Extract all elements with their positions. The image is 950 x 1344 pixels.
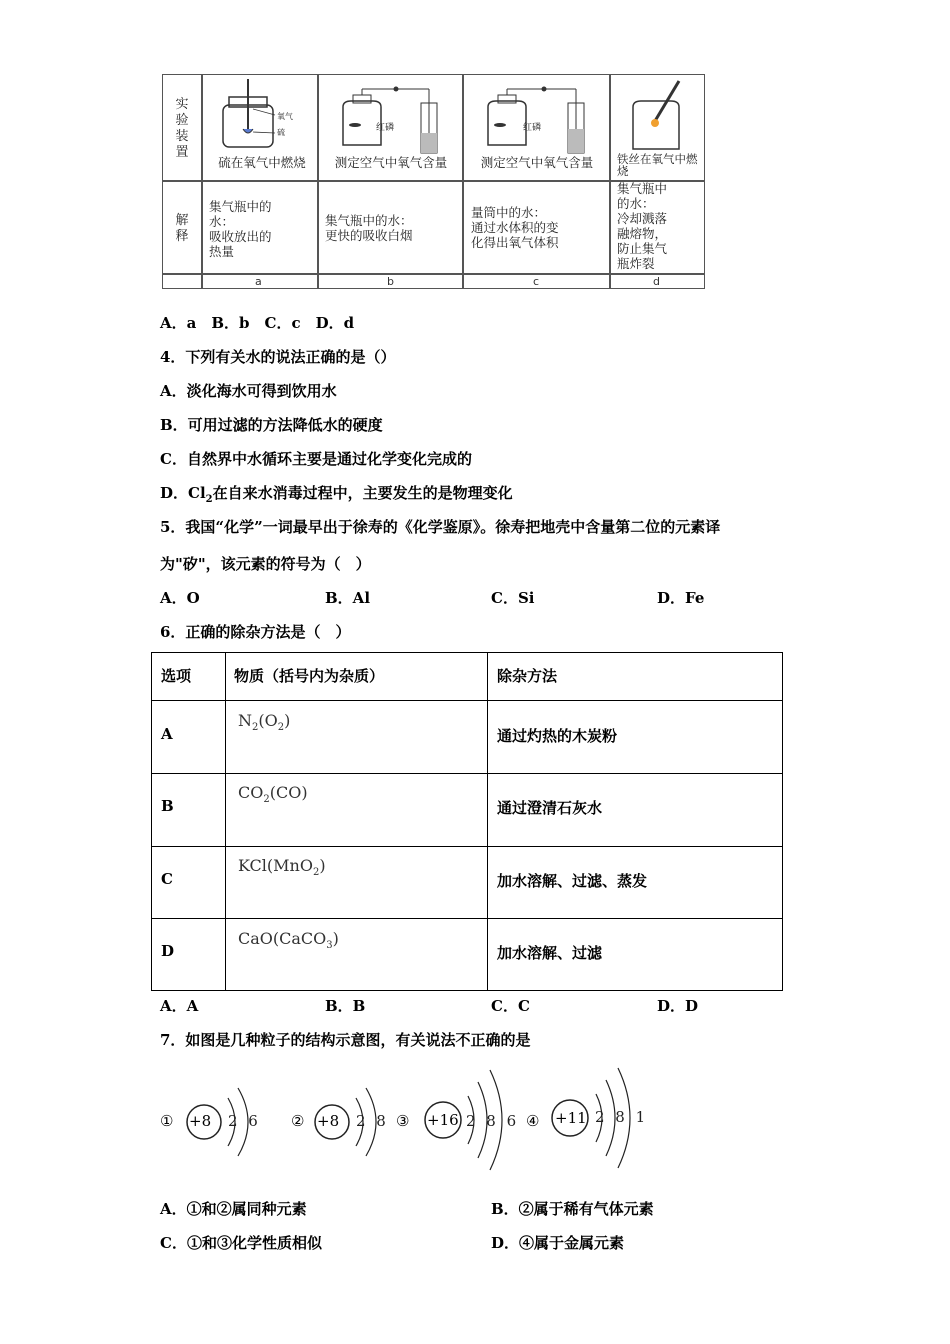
device-c: 测定空气中氧气含量 xyxy=(480,155,594,170)
q5-option-d: D．Fe xyxy=(657,589,705,607)
device-d: 铁丝在氧气中燃烧 xyxy=(617,152,698,178)
col-letter-c: c xyxy=(533,275,540,288)
q6-answer-c: C．C xyxy=(491,997,530,1015)
q4-option-b: B．可用过滤的方法降低水的硬度 xyxy=(160,416,383,434)
row-c-method: 加水溶解、过滤、蒸发 xyxy=(497,872,648,890)
q7-option-c: C．①和③化学性质相似 xyxy=(160,1234,322,1252)
particle-3-nucleus: +16 xyxy=(427,1111,459,1129)
explain-b: 集气瓶中的水： 更快的吸收白烟 xyxy=(325,213,413,243)
q5-option-b: B．Al xyxy=(325,589,371,607)
q4-stem: 4．下列有关水的说法正确的是（） xyxy=(160,348,396,366)
row-a-substance: $N_2(O_2)$ xyxy=(238,711,291,734)
row-d-method: 加水溶解、过滤 xyxy=(497,944,603,962)
apparatus-sulfur-diagram xyxy=(203,77,315,157)
label-oxygen: 氧气 xyxy=(277,112,293,121)
row-c-option: C xyxy=(161,870,173,888)
row-b-option: B xyxy=(161,797,174,815)
q5-option-a: A．O xyxy=(160,589,200,607)
particle-3-electrons: 2 8 6 xyxy=(466,1112,520,1130)
q4-option-a: A．淡化海水可得到饮用水 xyxy=(160,382,337,400)
q6-answer-d: D．D xyxy=(657,997,699,1015)
apparatus-phosphorus-b-diagram xyxy=(321,83,459,157)
q7-option-a: A．①和②属同种元素 xyxy=(160,1200,307,1218)
q7-option-d: D．④属于金属元素 xyxy=(491,1234,625,1252)
q6-stem: 6．正确的除杂方法是（ ） xyxy=(160,623,351,641)
particle-4-electrons: 2 8 1 xyxy=(595,1108,649,1126)
q5-stem-line1: 5．我国“化学”一词最早出于徐寿的《化学鉴原》。徐寿把地壳中含量第二位的元素译 xyxy=(160,518,721,536)
q5-stem-line2: 为"矽"，该元素的符号为（ ） xyxy=(160,555,371,573)
apparatus-iron-diagram xyxy=(613,77,701,157)
label-red-phosphorus-b: 红磷 xyxy=(376,123,395,133)
row-c-substance: KCl(MnO$_2$) xyxy=(238,856,326,879)
particle-4-index: ④ xyxy=(526,1112,540,1130)
q4-option-c: C．自然界中水循环主要是通过化学变化完成的 xyxy=(160,450,472,468)
row-d-option: D xyxy=(161,942,175,960)
explain-d: 集气瓶中 的水： 冷却溅落 融熔物， 防止集气 瓶炸裂 xyxy=(617,181,668,271)
particle-4-nucleus: +11 xyxy=(555,1109,587,1127)
row-a-method: 通过灼热的木炭粉 xyxy=(497,727,618,745)
q5-option-c: C．Si xyxy=(491,589,535,607)
device-a: 硫在氧气中燃烧 xyxy=(218,155,306,170)
header-option: 选项 xyxy=(161,667,192,685)
col-letter-b: b xyxy=(387,275,394,288)
particle-1-nucleus: +8 xyxy=(189,1112,212,1130)
particle-2-index: ② xyxy=(291,1112,305,1130)
apparatus-phosphorus-c-diagram xyxy=(466,83,606,157)
q6-answer-b: B．B xyxy=(325,997,366,1015)
particle-1-index: ① xyxy=(160,1112,174,1130)
row-d-substance: CaO(CaCO$_3$) xyxy=(238,929,339,952)
q4-option-d: D．$Cl_2$在自来水消毒过程中，主要发生的是物理变化 xyxy=(160,484,513,505)
impurity-table xyxy=(151,652,783,991)
row-header-explain: 解释 xyxy=(175,213,189,244)
q3-options: A．a B．b C．c D．d xyxy=(160,314,355,332)
row-b-substance: $CO_2(CO)$ xyxy=(238,783,308,806)
col-letter-d: d xyxy=(653,275,660,288)
explain-c: 量筒中的水： 通过水体积的变 化得出氧气体积 xyxy=(471,205,559,250)
header-substance: 物质（括号内为杂质） xyxy=(234,667,385,685)
q6-answer-a: A．A xyxy=(160,997,199,1015)
q7-option-b: B．②属于稀有气体元素 xyxy=(491,1200,654,1218)
label-red-phosphorus-c: 红磷 xyxy=(523,123,542,133)
header-method: 除杂方法 xyxy=(497,667,558,685)
particle-2-nucleus: +8 xyxy=(317,1112,340,1130)
particle-2-electrons: 2 8 xyxy=(356,1112,389,1130)
row-a-option: A xyxy=(161,725,173,743)
explain-a: 集气瓶中的 水： 吸收放出的 热量 xyxy=(209,199,272,259)
particle-1-electrons: 2 6 xyxy=(228,1112,261,1130)
experiment-table xyxy=(162,74,705,289)
particle-3-index: ③ xyxy=(396,1112,410,1130)
col-letter-a: a xyxy=(255,275,262,288)
row-header-device: 实验装置 xyxy=(175,97,189,160)
q7-stem: 7．如图是几种粒子的结构示意图，有关说法不正确的是 xyxy=(160,1031,531,1049)
device-b: 测定空气中氧气含量 xyxy=(334,155,448,170)
label-sulfur: 硫 xyxy=(277,128,285,137)
row-b-method: 通过澄清石灰水 xyxy=(497,799,603,817)
